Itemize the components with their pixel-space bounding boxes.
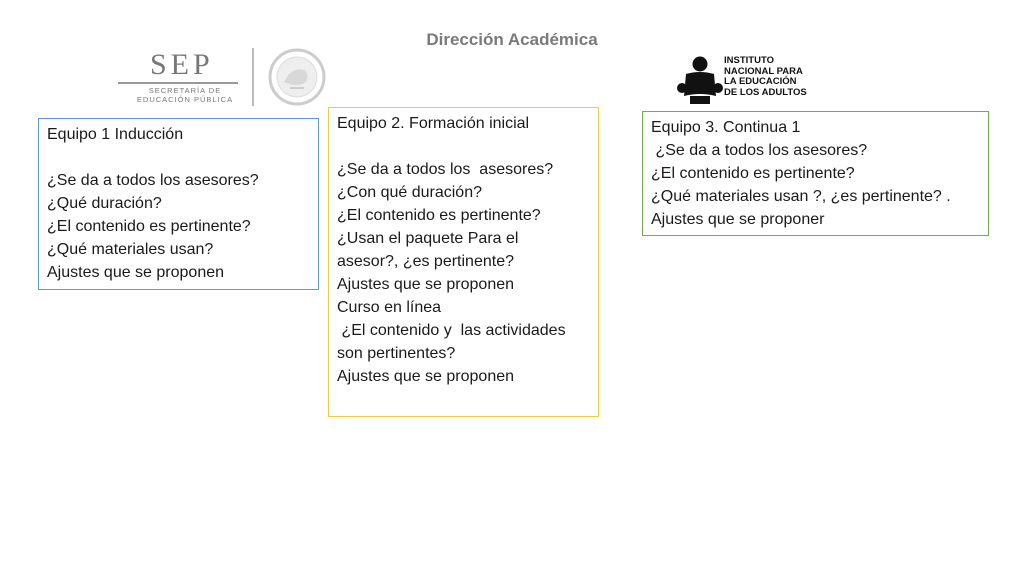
box-line: Curso en línea xyxy=(337,299,442,316)
box-line xyxy=(47,146,310,169)
box-line: Ajustes que se proponer xyxy=(651,211,825,228)
box-line: ¿El contenido es pertinente? xyxy=(47,218,251,235)
box-line xyxy=(337,135,590,158)
sep-logo-rule xyxy=(118,82,238,84)
inea-text-line: NACIONAL PARA xyxy=(724,65,803,77)
box-line: Equipo 3. Continua 1 xyxy=(651,119,801,136)
sep-logo-subtitle xyxy=(130,86,240,104)
box-line: ¿El contenido es pertinente? xyxy=(337,207,541,224)
page-title: Dirección Académica xyxy=(426,30,598,49)
box-line: Ajustes que se proponen xyxy=(337,276,515,293)
sep-subtitle-line: SECRETARÍA DE xyxy=(148,86,222,95)
box-line: ¿Con qué duración? xyxy=(337,184,482,201)
box-line: Ajustes que se proponen xyxy=(47,264,225,281)
sep-logo-text: SEP xyxy=(150,48,214,81)
box-line: son pertinentes? xyxy=(337,345,456,362)
box-line: ¿El contenido es pertinente? xyxy=(651,165,855,182)
equipo-2-box xyxy=(328,107,599,417)
box-line: Equipo 1 Inducción xyxy=(47,126,184,143)
inea-text-line: LA EDUCACIÓN xyxy=(724,76,797,87)
inea-text-line: DE LOS ADULTOS xyxy=(724,86,807,98)
sep-subtitle-line: EDUCACIÓN PÚBLICA xyxy=(136,95,234,104)
box-line: asesor?, ¿es pertinente? xyxy=(337,253,514,270)
box-line: Ajustes que se proponen xyxy=(337,368,515,385)
box-line: ¿Se da a todos los asesores? xyxy=(651,142,868,159)
national-seal-icon xyxy=(262,48,332,106)
sep-logo xyxy=(110,48,340,110)
equipo-1-box xyxy=(38,118,319,290)
logo-divider xyxy=(252,48,254,106)
box-line: ¿El contenido y las actividades xyxy=(337,322,566,339)
box-line: ¿Qué materiales usan? xyxy=(47,241,214,258)
box-line: ¿Se da a todos los asesores? xyxy=(337,161,554,178)
box-line: ¿Qué duración? xyxy=(47,195,162,212)
box-line: ¿Usan el paquete Para el xyxy=(337,230,519,247)
reader-icon xyxy=(676,56,724,108)
inea-logo xyxy=(676,56,846,108)
box-line: ¿Se da a todos los asesores? xyxy=(47,172,259,189)
inea-text-line: INSTITUTO xyxy=(724,55,774,66)
box-line: ¿Qué materiales usan ?, ¿es pertinente? . xyxy=(651,188,951,205)
inea-logo-text xyxy=(724,56,807,98)
box-line: Equipo 2. Formación inicial xyxy=(337,115,530,132)
equipo-3-box xyxy=(642,111,989,236)
